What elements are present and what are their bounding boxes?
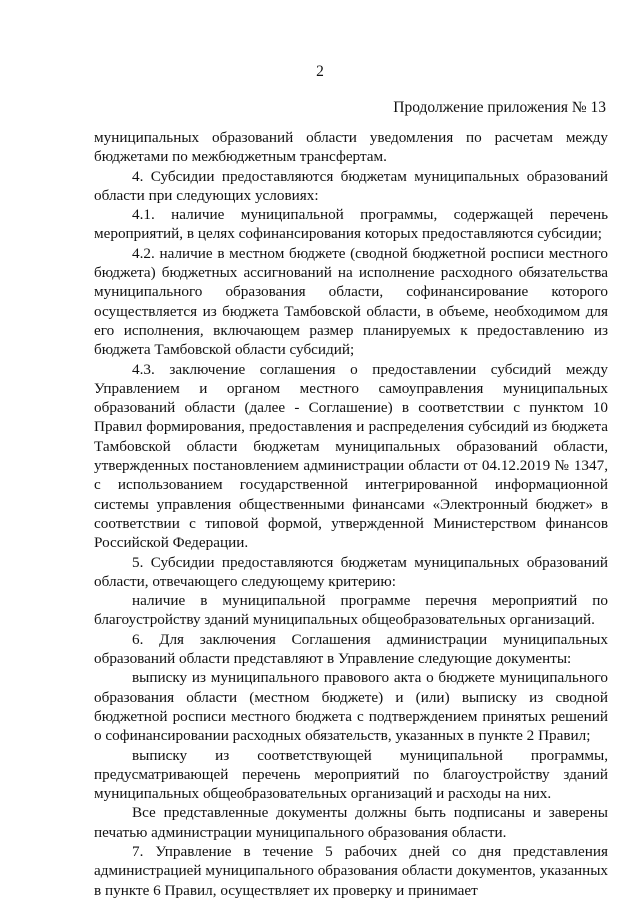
paragraph-continuation: муниципальных образований области уведомления по расчетам между бюджетами по межбюджетным трансфертам.	[94, 129, 608, 166]
paragraph-signature-note: Все представленные документы должны быть подписаны и заверены печатью администрации муниципального образования области.	[94, 804, 608, 841]
paragraph-document-2: выписку из соответствующей муниципальной программы, предусматривающей перечень мероприятий по благоустройству зданий муниципальных общеобразовательных организаций и расходы на них.	[94, 746, 608, 803]
paragraph-document-1: выписку из муниципального правового акта о бюджете муниципального образования области (местном бюджете) и (или) выписку из сводной бюджетной росписи местного бюджета с подтверждением принятых решений о софинансировании расходных обязательств, указанных в пункте 2 Правил;	[94, 669, 608, 745]
paragraph-item-7: 7. Управление в течение 5 рабочих дней со дня представления администрацией муниципального образования области документов, указанных в пункте 6 Правил, осуществляет их проверку и принимает	[94, 842, 608, 899]
paragraph-item-4: 4. Субсидии предоставляются бюджетам муниципальных образований области при следующих условиях:	[94, 167, 608, 204]
document-body	[94, 128, 608, 900]
paragraph-item-5: 5. Субсидии предоставляются бюджетам муниципальных образований области, отвечающего следующему критерию:	[94, 553, 608, 590]
page-number: 2	[316, 63, 324, 80]
paragraph-criterion: наличие в муниципальной программе перечня мероприятий по благоустройству зданий муниципальных общеобразовательных организаций.	[94, 592, 608, 629]
paragraph-item-6: 6. Для заключения Соглашения администрации муниципальных образований области представляют в Управление следующие документы:	[94, 630, 608, 668]
paragraph-item-4-1: 4.1. наличие муниципальной программы, содержащей перечень мероприятий, в целях софинансирования которых предоставляются субсидии;	[94, 206, 608, 243]
paragraph-item-4-2: 4.2. наличие в местном бюджете (сводной бюджетной росписи местного бюджета) бюджетных ассигнований на исполнение расходного обязательства муниципального образования области, софинансирование которого осуществляется из бюджета Тамбовской области, в объеме, необходимом для его исполнения, включающем размер планируемых к предоставлению из бюджета Тамбовской области субсидий;	[94, 244, 608, 359]
appendix-label: Продолжение приложения № 13	[393, 99, 606, 116]
paragraph-item-4-3: 4.3. заключение соглашения о предоставлении субсидий между Управлением и органом местного самоуправления муниципальных образований области (далее - Соглашение) в соответствии с пунктом 10 Правил формирования, предоставления и распределения субсидий из бюджета Тамбовской области бюджетам муниципальных образований области, утвержденных постановлением администрации области от 04.12.2019 № 1347, с использованием государственной интегрированной информационной системы управления общественными финансами «Электронный бюджет» в соответствии с типовой формой, утвержденной Министерством финансов Российской Федерации.	[94, 360, 608, 552]
